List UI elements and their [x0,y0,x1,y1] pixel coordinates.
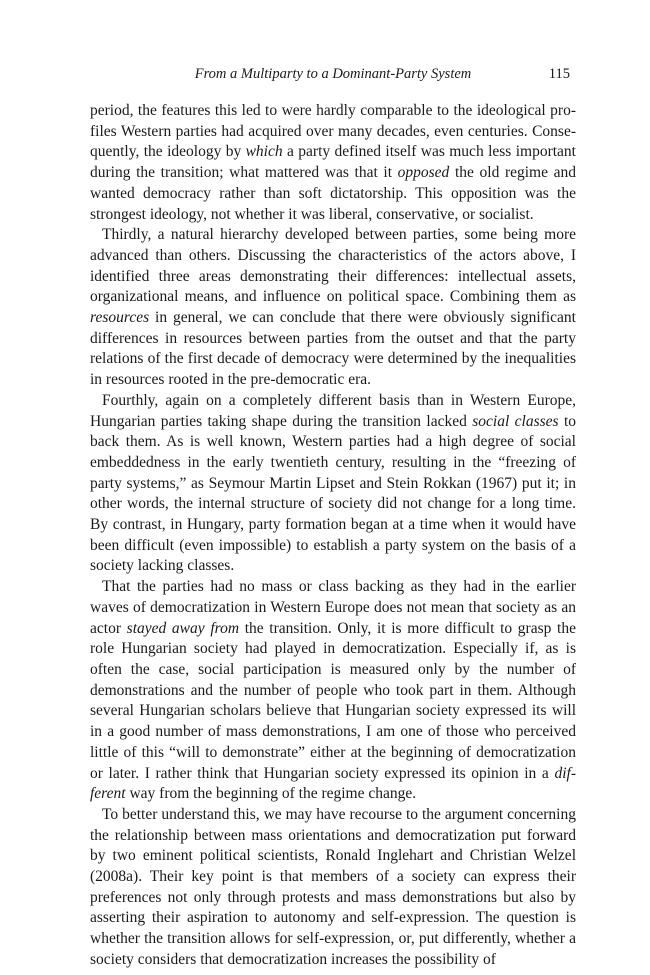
italic-segment: resources [90,309,150,327]
paragraph-5 [90,805,576,971]
text-segment: To better understand this, we may have recourse to the argument concerning the relationship between mass orientations and democratization put forward by two eminent political scientists, Ronald Inglehart and Christian Welzel (2008a). Their key point is that members of a society can express their preferences not only through protests and mass demonstrations but also by asserting their aspiration to autonomy and self-expression. The question is whether the transition allows for self-expression, or, put differently, whether a society considers that democratization increases the possibility of [90,805,576,968]
text-segment: in general, we can conclude that there were obviously significant differences in resources between parties from the outset and that the party relations of the first decade of democracy were determined by the inequalities in resources rooted in the pre-democratic era. [90,309,576,389]
italic-segment: social classes [472,412,559,430]
running-title: From a Multiparty to a Dominant-Party System [194,66,472,82]
text-segment: Fourthly, again on a completely different basis than in Western Europe, Hungarian parties taking shape during the transition lacked [90,391,576,430]
paragraph-1 [90,101,576,225]
text-segment: Thirdly, a natural hierarchy developed between parties, some being more advanced than others. Discussing the characteristics of the actors above, I identified three areas demonstrating their differences: intellectual assets, organizational means, and influence on political space. Combining them as [90,226,576,306]
text-segment: the old regime and wanted democracy rather than soft dictatorship. This opposition was the strongest ideology, not whether it was liberal, conservative, or socialist. [90,164,576,223]
text-segment: way from the beginning of the regime change. [125,785,417,803]
page-number: 115 [548,66,570,82]
text-segment: period, the features this led to were hardly comparable to the ideological profiles Western parties had acquired over many decades, even centuries. Consequently, the ideology by [90,102,576,161]
paragraph-3 [90,391,576,577]
italic-segment: stayed away from [126,619,240,637]
italic-segment: which [245,143,283,161]
text-segment: the transition. Only, it is more difficult to grasp the role Hungarian society had played in democratization. Especially if, as is often the case, social participation is measured only by the number of demonstrations and the number of people who took part in them. Although several Hungarian scholars believe that Hungarian society expressed its will in a good number of mass demonstrations, I am one of those who perceived little of this “will to demonstrate” either at the beginning of democratization or later. I rather think that Hungarian society expressed its opinion in a [90,619,576,782]
italic-segment: opposed [397,164,450,182]
text-segment: a party defined itself was much less important during the transition; what mattered was that it [90,143,576,182]
paragraph-2 [90,225,576,391]
paragraph-4 [90,577,576,805]
body-text [90,101,576,971]
italic-segment: different [90,764,576,803]
text-segment: That the parties had no mass or class backing as they had in the earlier waves of democratization in Western Europe does not mean that society as an actor [90,578,576,637]
running-header [90,66,576,86]
text-segment: to back them. As is well known, Western parties had a high degree of social embeddedness in the early twentieth century, resulting in the “freezing of party systems,” as Seymour Martin Lipset and Stein Rokkan (1967) put it; in other words, the internal structure of society did not change for a long time. By contrast, in Hungary, party formation began at a time when it would have been difficult (even impossible) to establish a party system on the basis of a society lacking classes. [90,412,577,575]
